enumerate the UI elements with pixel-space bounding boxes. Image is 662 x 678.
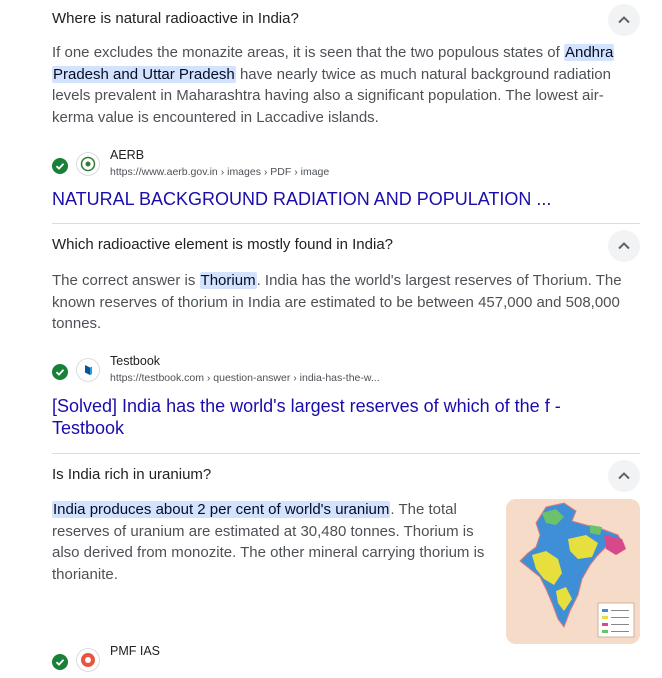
answer-highlight: India produces about 2 per cent of world's uranium	[53, 501, 390, 518]
divider	[52, 223, 640, 224]
verified-check-icon	[52, 364, 68, 380]
source-name: AERB	[110, 148, 145, 162]
source-url: https://www.aerb.gov.in › images › PDF › image	[110, 166, 330, 178]
source-name: PMF IAS	[110, 644, 161, 658]
faq-answer: If one excludes the monazite areas, it is seen that the two populous states of Andhra Pradesh and Uttar Pradesh have nearly twice as much natural background radiation levels prevalent in Maharashtra having also a significant population. The lowest air-kerma value is encountered in Laccadive islands.	[52, 44, 614, 126]
testbook-favicon	[76, 358, 100, 382]
divider	[52, 453, 640, 454]
faq-question-row[interactable]	[52, 456, 640, 496]
answer-highlight: Thorium	[200, 272, 256, 289]
faq-answer: The correct answer is Thorium. India has the world's largest reserves of Thorium. The known reserves of thorium in India are estimated to be between 457,000 and 508,000 tonnes.	[52, 272, 622, 332]
india-mineral-map-thumbnail[interactable]	[506, 499, 640, 644]
chevron-up-icon[interactable]	[608, 460, 640, 492]
source-name: Testbook	[110, 354, 161, 368]
answer-highlight: Andhra	[564, 44, 614, 61]
faq-answer: India produces about 2 per cent of world's uranium. The total reserves of uranium are estimated at 30,480 tonnes. Thorium is also derived from monozite. The other mineral carrying thorium is thorianite.	[52, 501, 485, 583]
source-row[interactable]	[52, 356, 640, 388]
chevron-up-icon[interactable]	[608, 230, 640, 262]
result-title-link[interactable]: [Solved] India has the world's largest reserves of which of the f - Testbook	[52, 396, 561, 438]
result-title-link[interactable]: NATURAL BACKGROUND RADIATION AND POPULATION ...	[52, 189, 552, 209]
source-row[interactable]	[52, 150, 640, 182]
pmfias-favicon	[76, 648, 100, 672]
faq-question[interactable]: Which radioactive element is mostly found in India?	[52, 236, 394, 253]
verified-check-icon	[52, 158, 68, 174]
aerb-favicon	[76, 152, 100, 176]
verified-check-icon	[52, 654, 68, 670]
faq-question-row[interactable]	[52, 226, 640, 266]
faq-question-row[interactable]	[52, 0, 640, 40]
source-url: https://testbook.com › question-answer › india-has-the-w...	[110, 372, 380, 384]
chevron-up-icon[interactable]	[608, 4, 640, 36]
faq-question[interactable]: Where is natural radioactive in India?	[52, 10, 299, 27]
source-row[interactable]	[52, 646, 640, 678]
faq-question[interactable]: Is India rich in uranium?	[52, 466, 212, 483]
answer-highlight: Pradesh and Uttar Pradesh	[53, 65, 235, 83]
